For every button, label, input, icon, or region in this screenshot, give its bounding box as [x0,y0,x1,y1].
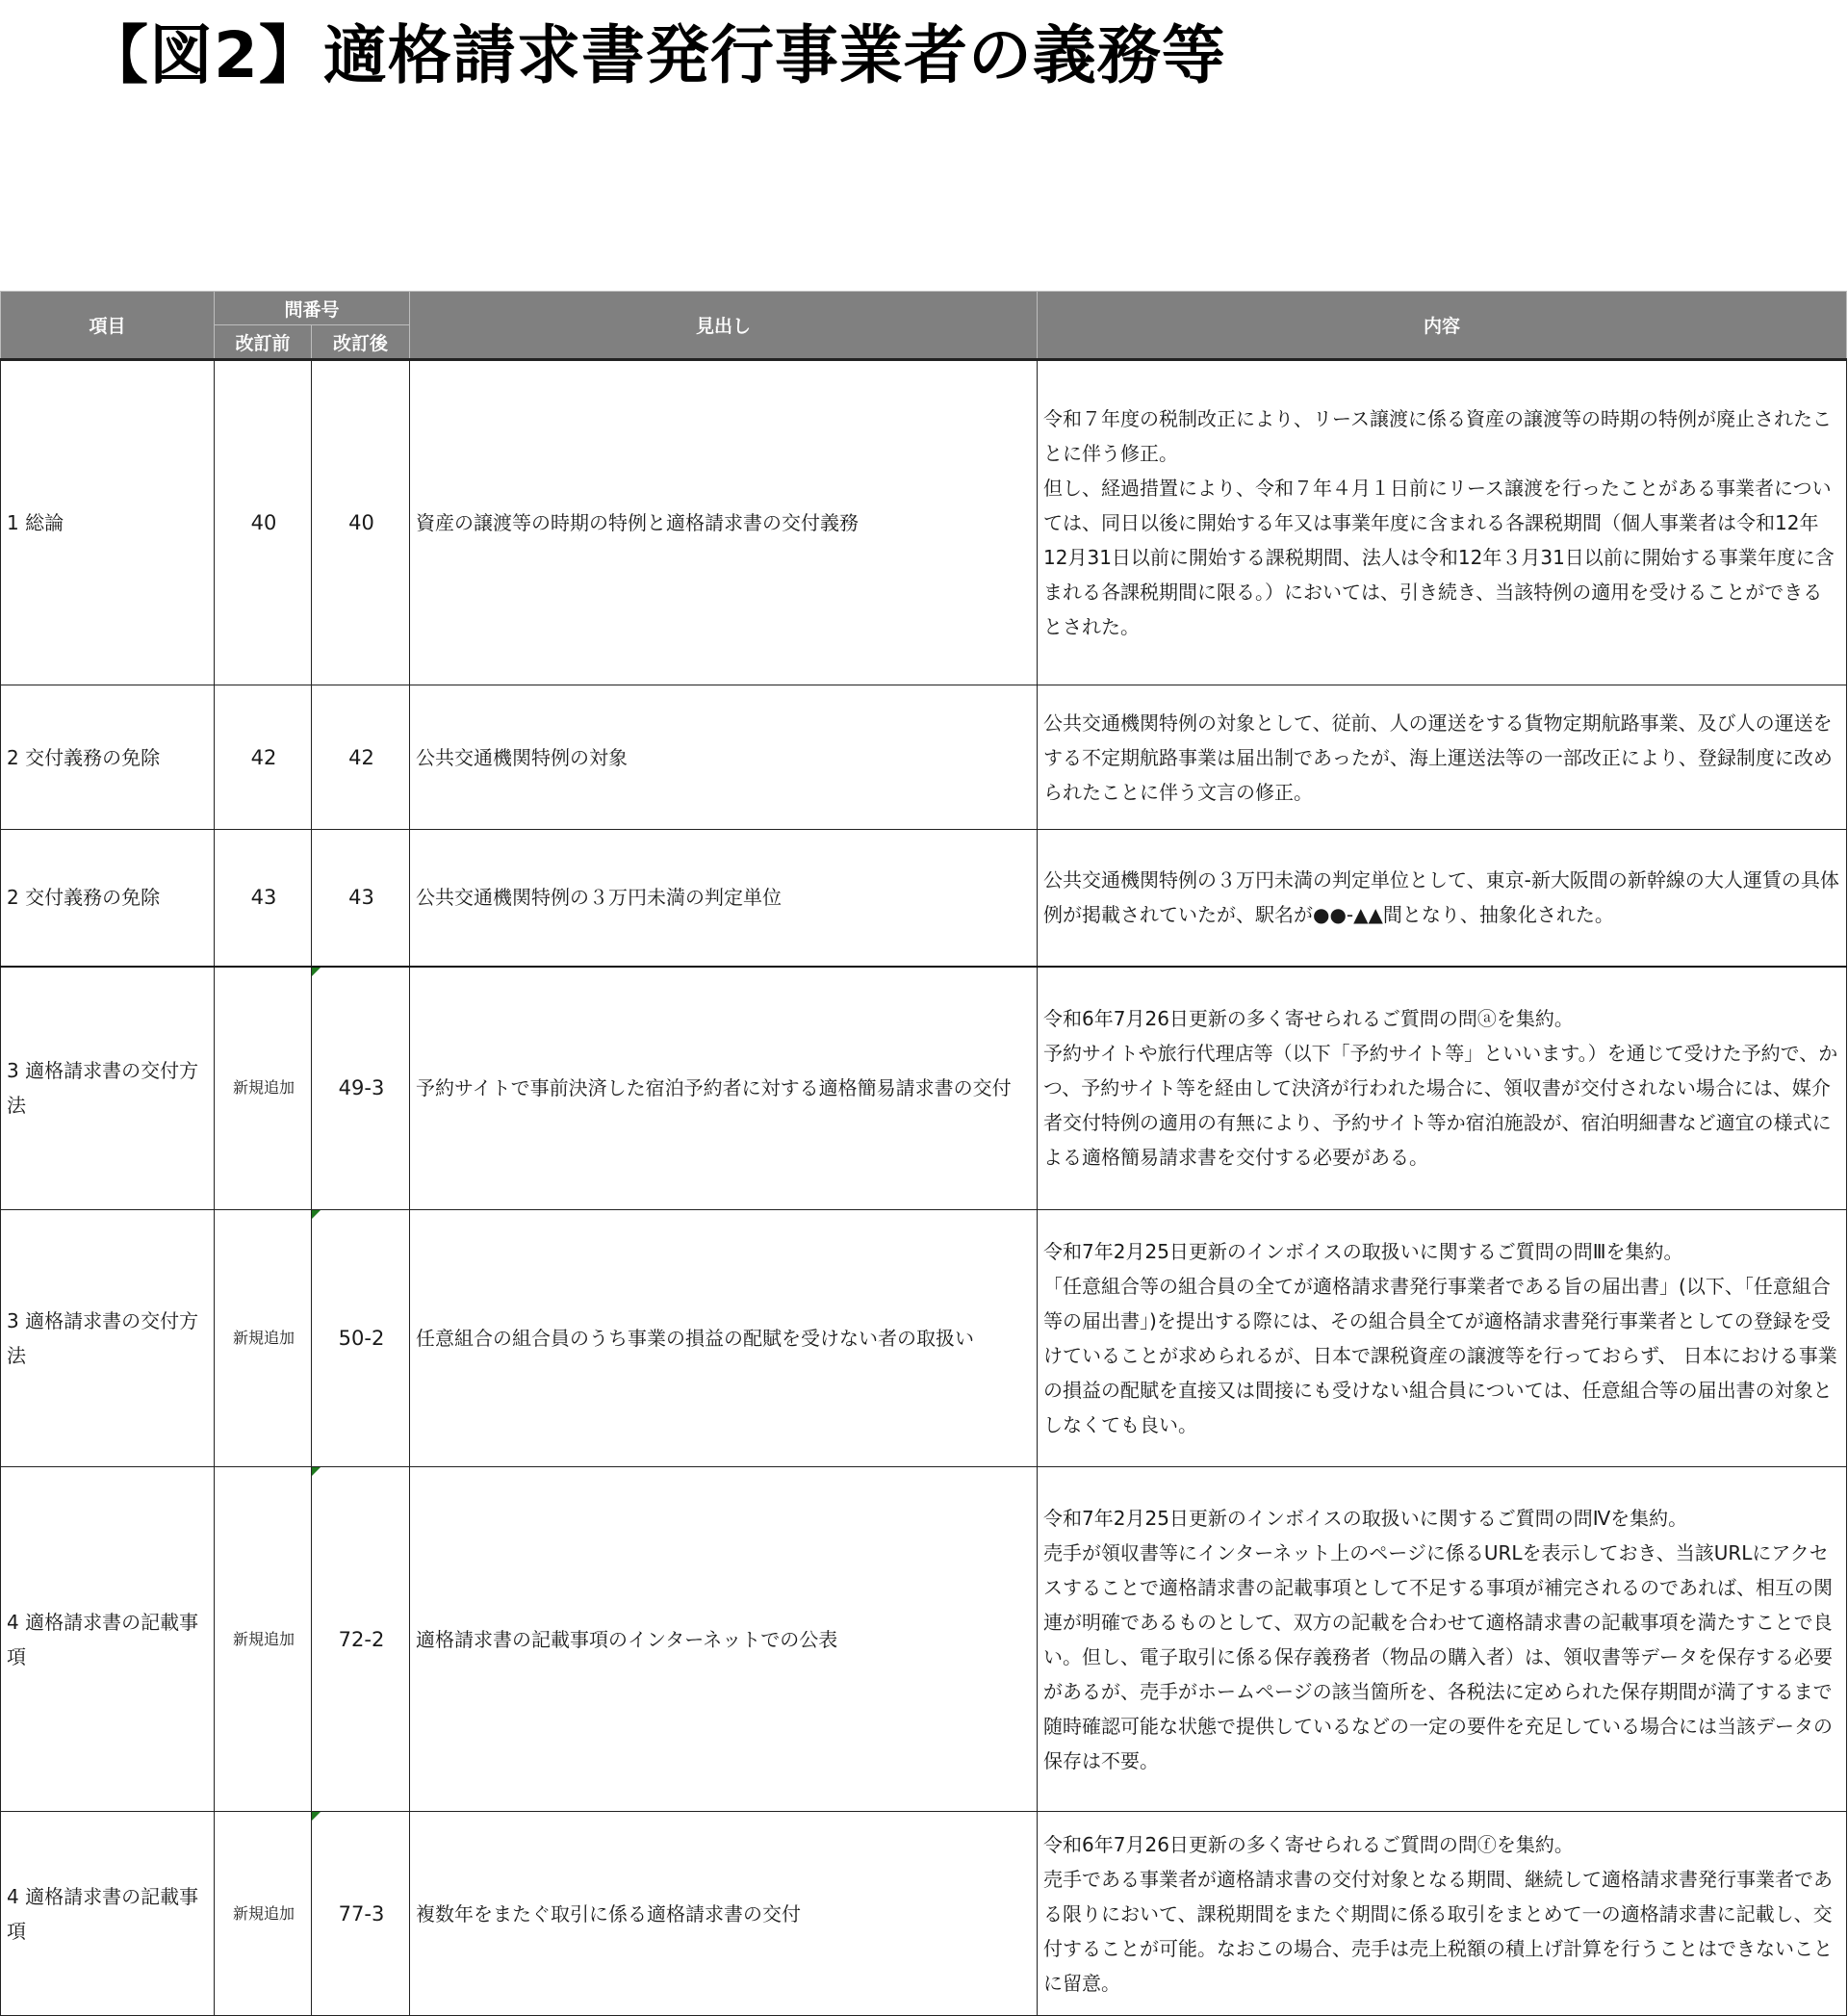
content-paragraph: 売手が領収書等にインターネット上のページに係るURLを表示しておき、当該URLにアクセスすることで適格請求書の記載事項として不足する事項が補完されるのであれば、相互の関連が明確であるものとして、双方の記載を合わせて適格請求書の記載事項を満たすことで良い。但し、電子取引に係る保存義務者（物品の購入者）は、領収書等データを保存する必要があるが、売手がホームページの該当箇所を、各税法に定められた保存期間が満了するまで随時確認可能な状態で提供しているなどの一定の要件を充足している場合には当該データの保存は不要。 [1043,1540,1834,1772]
content-paragraph: 但し、経過措置により、令和７年４月１日前にリース譲渡を行ったことがある事業者については、同日以後に開始する年又は事業年度に含まれる各課税期間（個人事業者は令和12年12月31日以前に開始する課税期間、法人は令和12年３月31日以前に開始する事業年度に含まれる各課税期間に限る。）においては、引き続き、当該特例の適用を受けることができるとされた。 [1043,477,1835,638]
content-cell[interactable] [1038,360,1847,685]
cell-note-flag-icon [312,968,321,976]
content-cell[interactable] [1038,830,1847,967]
heading-cell[interactable]: 適格請求書の記載事項のインターネットでの公表 [410,1467,1038,1812]
content-paragraph: 令和6年7月26日更新の多く寄せられるご質問の問ⓕを集約。 [1043,1832,1574,1856]
header-item: 項目 [1,292,215,360]
after-number-cell[interactable]: 42 [312,685,410,830]
before-number-cell[interactable]: 40 [215,360,312,685]
content-paragraph: 公共交通機関特例の対象として、従前、人の運送をする貨物定期航路事業、及び人の運送をする不定期航路事業は届出制であったが、海上運送法等の一部改正により、登録制度に改められたことに伴う文言の修正。 [1043,711,1833,804]
content-paragraph: 令和7年2月25日更新のインボイスの取扱いに関するご質問の問Ⅲを集約。 [1043,1240,1683,1263]
item-cell[interactable]: 4 適格請求書の記載事項 [1,1812,215,2016]
item-cell[interactable]: 4 適格請求書の記載事項 [1,1467,215,1812]
after-number-cell[interactable]: 40 [312,360,410,685]
before-number-cell[interactable]: 新規追加 [215,1210,312,1467]
content-paragraph: 予約サイトや旅行代理店等（以下「予約サイト等」といいます。）を通じて受けた予約で、かつ、予約サイト等を経由して決済が行われた場合に、領収書が交付されない場合には、媒介者交付特例の適用の有無により、予約サイト等か宿泊施設が、宿泊明細書など適宜の様式による適格簡易請求書を交付する必要がある。 [1043,1042,1838,1170]
after-number-cell[interactable]: 72-2 [312,1467,410,1812]
content-cell[interactable] [1038,1812,1847,2016]
item-cell[interactable]: 3 適格請求書の交付方法 [1,1210,215,1467]
heading-cell[interactable]: 公共交通機関特例の３万円未満の判定単位 [410,830,1038,967]
item-cell[interactable]: 1 総論 [1,360,215,685]
page-title: 【図2】適格請求書発行事業者の義務等 [85,18,1226,92]
heading-cell[interactable]: 予約サイトで事前決済した宿泊予約者に対する適格簡易請求書の交付 [410,967,1038,1210]
before-number-cell[interactable]: 新規追加 [215,967,312,1210]
revision-table [0,291,1847,2016]
header-before: 改訂前 [215,325,312,360]
content-paragraph: 公共交通機関特例の３万円未満の判定単位として、東京-新大阪間の新幹線の大人運賃の具体例が掲載されていたが、駅名が●●-▲▲間となり、抽象化された。 [1043,868,1839,927]
content-paragraph: 「任意組合等の組合員の全てが適格請求書発行事業者である旨の届出書」(以下、「任意組合等の届出書」)を提出する際には、その組合員全てが適格請求書発行事業者としての登録を受けていることが求められるが、日本で課税資産の譲渡等を行っておらず、 日本における事業の損益の配賦を直接又は間接にも受けない組合員については、任意組合等の届出書の対象としなくても良い。 [1043,1275,1837,1436]
before-number-cell[interactable]: 新規追加 [215,1812,312,2016]
table-row [1,1812,1847,2016]
table-row [1,830,1847,967]
before-number-cell[interactable]: 43 [215,830,312,967]
header-heading: 見出し [410,292,1038,360]
heading-cell[interactable]: 複数年をまたぐ取引に係る適格請求書の交付 [410,1812,1038,2016]
cell-note-flag-icon [312,1812,321,1821]
before-number-cell[interactable]: 新規追加 [215,1467,312,1812]
content-paragraph: 令和７年度の税制改正により、リース譲渡に係る資産の譲渡等の時期の特例が廃止されたことに伴う修正。 [1043,407,1833,465]
content-cell[interactable] [1038,967,1847,1210]
content-paragraph: 令和7年2月25日更新のインボイスの取扱いに関するご質問の問Ⅳを集約。 [1043,1506,1688,1530]
item-cell[interactable]: 2 交付義務の免除 [1,685,215,830]
after-number-cell[interactable]: 49-3 [312,967,410,1210]
item-cell[interactable]: 2 交付義務の免除 [1,830,215,967]
table-row [1,1210,1847,1467]
content-cell[interactable] [1038,1467,1847,1812]
before-number-cell[interactable]: 42 [215,685,312,830]
after-number-cell[interactable]: 50-2 [312,1210,410,1467]
item-cell[interactable]: 3 適格請求書の交付方法 [1,967,215,1210]
header-content: 内容 [1038,292,1847,360]
heading-cell[interactable]: 公共交通機関特例の対象 [410,685,1038,830]
after-number-cell[interactable]: 77-3 [312,1812,410,2016]
header-after: 改訂後 [312,325,410,360]
content-cell[interactable] [1038,1210,1847,1467]
header-question-number: 問番号 [215,292,410,325]
content-cell[interactable] [1038,685,1847,830]
cell-note-flag-icon [312,1467,321,1476]
heading-cell[interactable]: 資産の譲渡等の時期の特例と適格請求書の交付義務 [410,360,1038,685]
heading-cell[interactable]: 任意組合の組合員のうち事業の損益の配賦を受けない者の取扱い [410,1210,1038,1467]
table-row [1,685,1847,830]
cell-note-flag-icon [312,1210,321,1219]
content-paragraph: 令和6年7月26日更新の多く寄せられるご質問の問ⓐを集約。 [1043,1007,1574,1031]
table-row [1,967,1847,1210]
table-row [1,360,1847,685]
table-row [1,1467,1847,1812]
after-number-cell[interactable]: 43 [312,830,410,967]
content-paragraph: 売手である事業者が適格請求書の交付対象となる期間、継続して適格請求書発行事業者である限りにおいて、課税期間をまたぐ期間に係る取引をまとめて一の適格請求書に記載し、交付することが可能。なおこの場合、売手は売上税額の積上げ計算を行うことはできないことに留意。 [1043,1867,1834,1995]
